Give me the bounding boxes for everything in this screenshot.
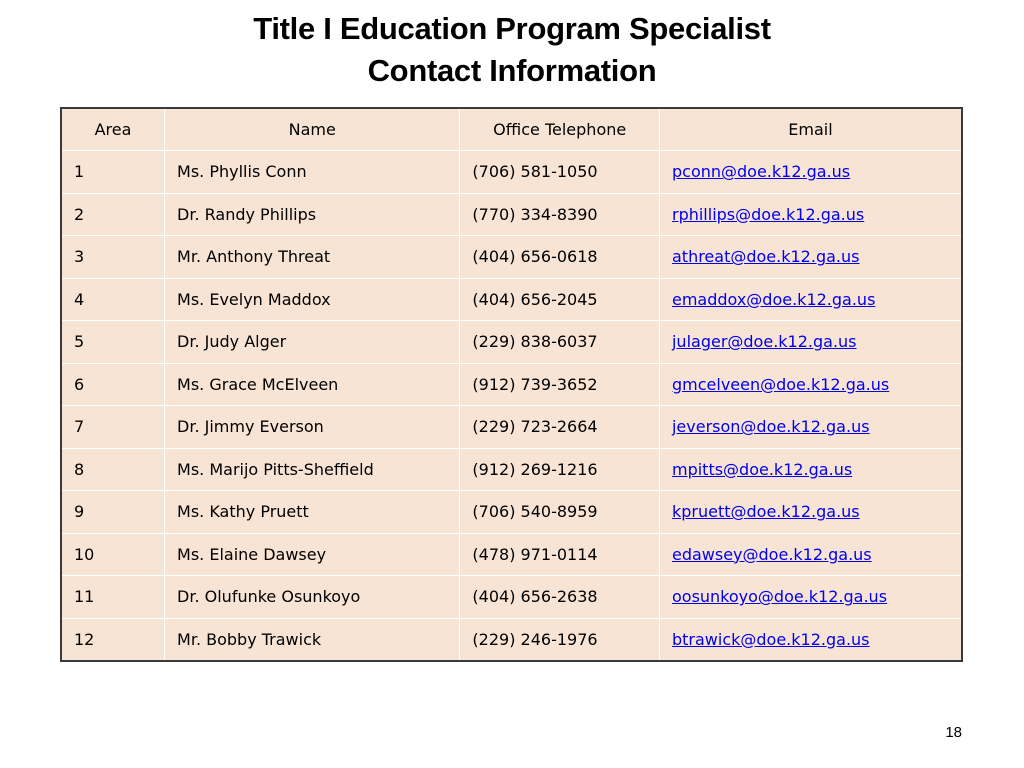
name-cell: Ms. Evelyn Maddox xyxy=(165,278,460,321)
name-cell: Ms. Phyllis Conn xyxy=(165,151,460,194)
email-link[interactable]: gmcelveen@doe.k12.ga.us xyxy=(671,374,890,394)
table-row xyxy=(61,236,962,279)
email-link[interactable]: pconn@doe.k12.ga.us xyxy=(671,162,851,182)
office-telephone-cell: (706) 540-8959 xyxy=(460,491,660,534)
table-header-row xyxy=(61,108,962,151)
email-cell xyxy=(659,448,962,491)
email-link[interactable]: emaddox@doe.k12.ga.us xyxy=(671,289,876,309)
name-cell: Mr. Bobby Trawick xyxy=(165,618,460,661)
email-cell xyxy=(659,533,962,576)
name-cell: Dr. Randy Phillips xyxy=(165,193,460,236)
table-row xyxy=(61,618,962,661)
table-row xyxy=(61,491,962,534)
email-cell xyxy=(659,618,962,661)
email-link[interactable]: mpitts@doe.k12.ga.us xyxy=(671,459,853,479)
name-cell: Dr. Olufunke Osunkoyo xyxy=(165,576,460,619)
email-link[interactable]: kpruett@doe.k12.ga.us xyxy=(671,502,860,522)
email-cell xyxy=(659,406,962,449)
office-telephone-cell: (770) 334-8390 xyxy=(460,193,660,236)
name-cell: Mr. Anthony Threat xyxy=(165,236,460,279)
office-telephone-cell: (478) 971-0114 xyxy=(460,533,660,576)
table-row xyxy=(61,363,962,406)
email-link[interactable]: athreat@doe.k12.ga.us xyxy=(671,247,860,267)
office-telephone-cell: (706) 581-1050 xyxy=(460,151,660,194)
page-title xyxy=(0,8,1024,92)
email-cell xyxy=(659,193,962,236)
header-email: Email xyxy=(659,108,962,151)
page-number: 18 xyxy=(945,724,962,741)
area-cell: 11 xyxy=(61,576,165,619)
header-area: Area xyxy=(61,108,165,151)
table-row xyxy=(61,448,962,491)
name-cell: Ms. Kathy Pruett xyxy=(165,491,460,534)
area-cell: 9 xyxy=(61,491,165,534)
header-name: Name xyxy=(165,108,460,151)
office-telephone-cell: (912) 739-3652 xyxy=(460,363,660,406)
area-cell: 7 xyxy=(61,406,165,449)
name-cell: Dr. Judy Alger xyxy=(165,321,460,364)
table-row xyxy=(61,193,962,236)
office-telephone-cell: (404) 656-0618 xyxy=(460,236,660,279)
title-line-2: Contact Information xyxy=(367,53,657,88)
contact-table xyxy=(60,107,963,662)
area-cell: 6 xyxy=(61,363,165,406)
table-row xyxy=(61,278,962,321)
email-link[interactable]: julager@doe.k12.ga.us xyxy=(671,332,857,352)
email-link[interactable]: btrawick@doe.k12.ga.us xyxy=(671,629,870,649)
name-cell: Ms. Grace McElveen xyxy=(165,363,460,406)
office-telephone-cell: (404) 656-2638 xyxy=(460,576,660,619)
name-cell: Dr. Jimmy Everson xyxy=(165,406,460,449)
email-cell xyxy=(659,321,962,364)
name-cell: Ms. Elaine Dawsey xyxy=(165,533,460,576)
area-cell: 1 xyxy=(61,151,165,194)
email-cell xyxy=(659,151,962,194)
email-cell xyxy=(659,576,962,619)
table-row xyxy=(61,533,962,576)
office-telephone-cell: (229) 838-6037 xyxy=(460,321,660,364)
area-cell: 4 xyxy=(61,278,165,321)
office-telephone-cell: (229) 246-1976 xyxy=(460,618,660,661)
table-row xyxy=(61,151,962,194)
name-cell: Ms. Marijo Pitts-Sheffield xyxy=(165,448,460,491)
email-cell xyxy=(659,236,962,279)
table-row xyxy=(61,321,962,364)
table-row xyxy=(61,576,962,619)
area-cell: 8 xyxy=(61,448,165,491)
email-cell xyxy=(659,278,962,321)
header-office-telephone: Office Telephone xyxy=(460,108,660,151)
email-cell xyxy=(659,363,962,406)
email-link[interactable]: edawsey@doe.k12.ga.us xyxy=(671,544,872,564)
email-cell xyxy=(659,491,962,534)
office-telephone-cell: (912) 269-1216 xyxy=(460,448,660,491)
table-row xyxy=(61,406,962,449)
email-link[interactable]: rphillips@doe.k12.ga.us xyxy=(671,204,865,224)
email-link[interactable]: jeverson@doe.k12.ga.us xyxy=(671,417,870,437)
area-cell: 2 xyxy=(61,193,165,236)
title-line-1: Title I Education Program Specialist xyxy=(253,11,771,46)
office-telephone-cell: (229) 723-2664 xyxy=(460,406,660,449)
area-cell: 3 xyxy=(61,236,165,279)
area-cell: 12 xyxy=(61,618,165,661)
table-body xyxy=(61,151,962,661)
area-cell: 5 xyxy=(61,321,165,364)
email-link[interactable]: oosunkoyo@doe.k12.ga.us xyxy=(671,587,888,607)
office-telephone-cell: (404) 656-2045 xyxy=(460,278,660,321)
area-cell: 10 xyxy=(61,533,165,576)
